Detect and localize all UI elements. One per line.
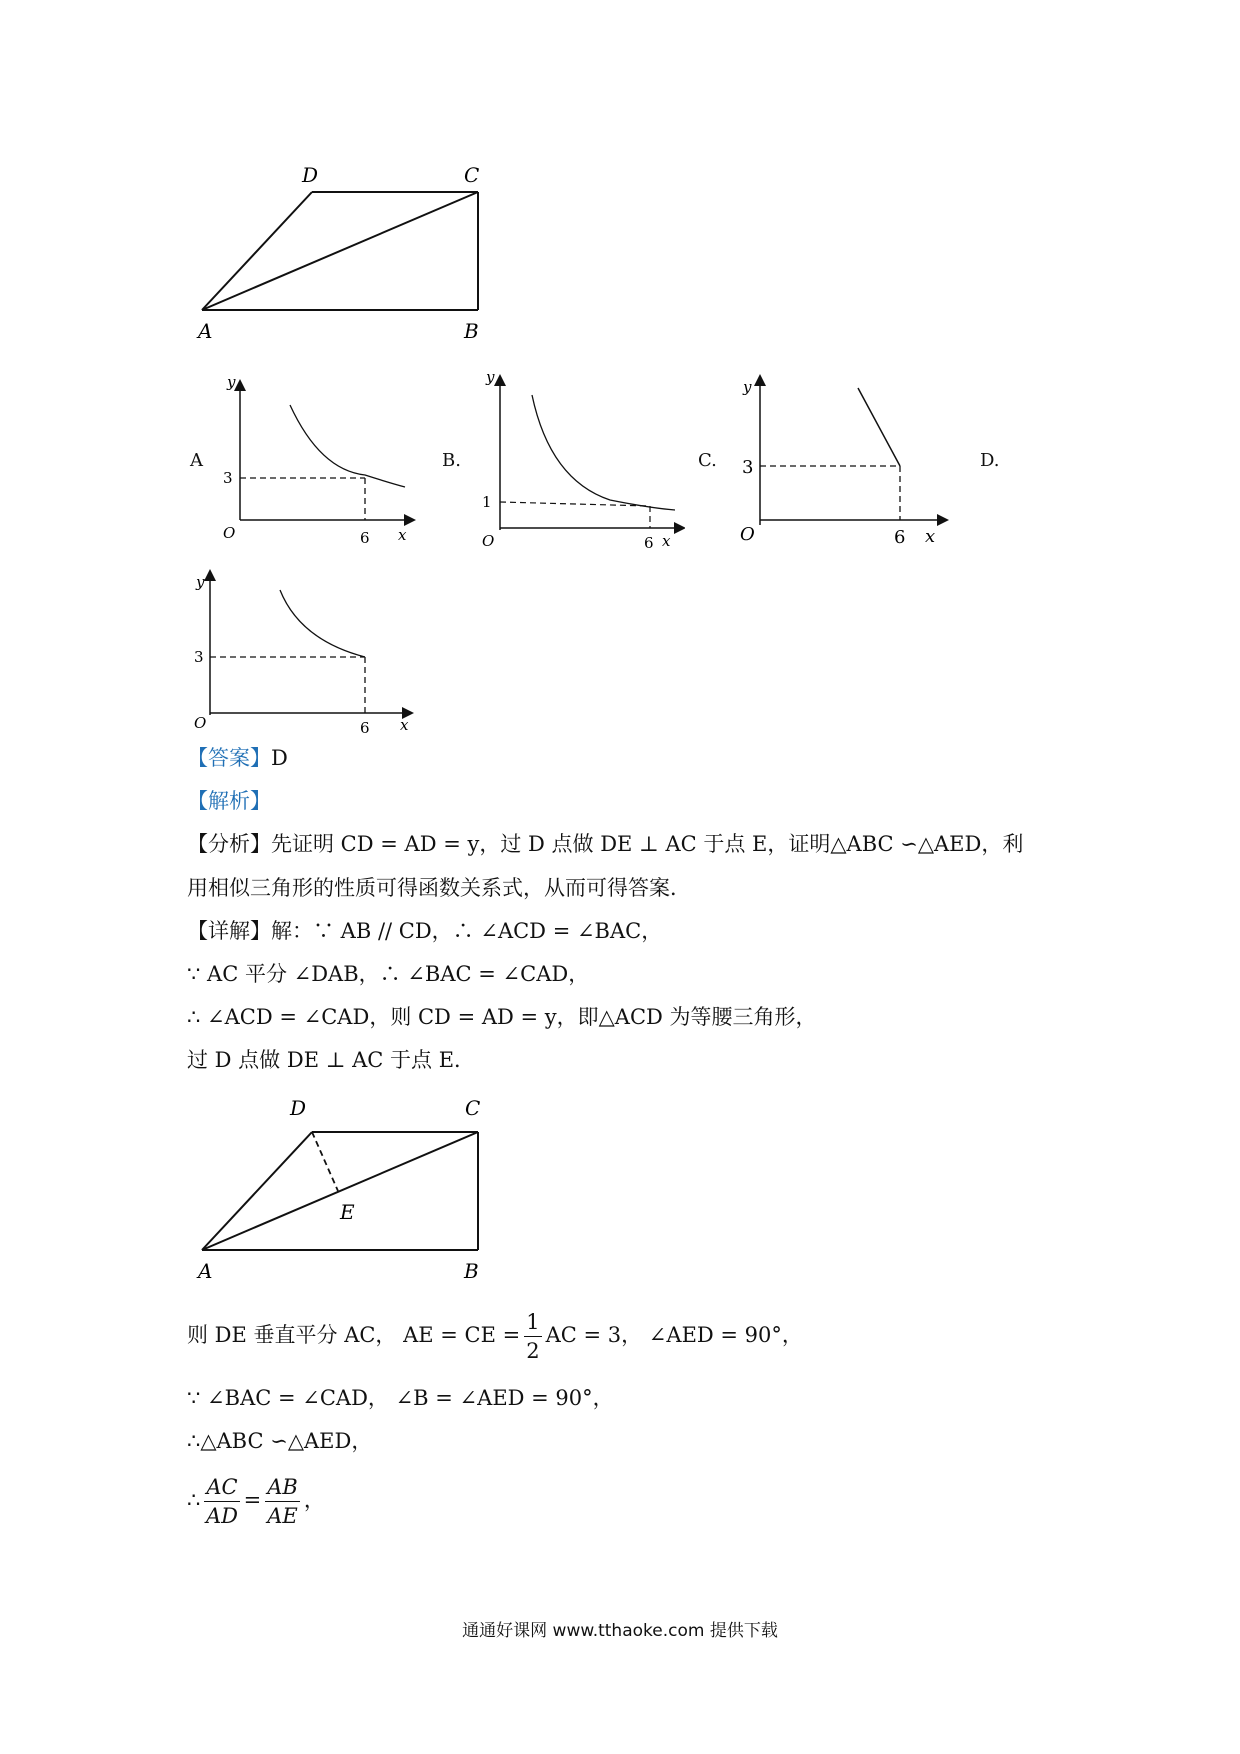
diagonal-ac — [202, 1132, 478, 1250]
option-label-a: A — [190, 450, 203, 471]
curve — [532, 395, 675, 510]
origin-label: O — [740, 524, 755, 545]
y-axis-label: y — [743, 378, 752, 396]
vertex-label-c: C — [464, 163, 480, 187]
trapezoid-figure — [190, 160, 510, 345]
origin-label: O — [482, 532, 495, 550]
solution-text-1: 先证明 CD = AD = y，过 D 点做 DE ⊥ AC 于点 E，证明△ABC ∽△AED，利 — [271, 832, 1024, 856]
fraction-denominator: AD — [205, 1504, 238, 1528]
line-segment — [858, 388, 900, 466]
vertex-label-e: E — [340, 1200, 355, 1224]
solution-line-1 — [187, 829, 1023, 859]
x-tick-label: 6 — [360, 529, 370, 547]
graph-option-c — [730, 370, 950, 550]
y-axis-label: y — [196, 573, 205, 591]
x-tick-label: 6 — [644, 534, 654, 550]
x-axis-label: x — [662, 532, 671, 550]
fraction-numerator: AC — [204, 1473, 239, 1502]
equals-sign: = — [243, 1488, 262, 1512]
vertex-label-d: D — [302, 163, 319, 187]
answer-tag: 【答案】 — [187, 746, 271, 770]
vertex-label-c: C — [465, 1096, 481, 1120]
solution-line-2: 用相似三角形的性质可得函数关系式，从而可得答案． — [187, 876, 691, 900]
trailing-comma: ， — [303, 1488, 325, 1512]
segment-da — [202, 1132, 312, 1250]
solution-text-7-pre: 则 DE 垂直平分 AC， AE = CE = — [187, 1323, 521, 1347]
origin-label: O — [223, 524, 236, 542]
fraction-numerator: 1 — [524, 1308, 541, 1337]
solution-line-7 — [187, 1305, 803, 1365]
y-tick-label: 3 — [194, 648, 204, 666]
solution-line-8: ∵ ∠BAC = ∠CAD， ∠B = ∠AED = 90°， — [187, 1386, 614, 1410]
y-tick-label: 3 — [223, 469, 233, 487]
vertex-label-a: A — [198, 1259, 213, 1283]
solution-line-10 — [187, 1470, 325, 1530]
fraction-numerator: AB — [265, 1473, 300, 1502]
solution-line-9: ∴△ABC ∽△AED， — [187, 1429, 373, 1453]
fraction-ab-ae — [265, 1473, 300, 1530]
y-axis-label: y — [486, 370, 495, 386]
solution-line-3 — [187, 916, 662, 946]
analysis-tag-fenxi: 【分析】 — [187, 832, 271, 856]
page-footer: 通通好课网 www.tthaoke.com 提供下载 — [462, 1621, 778, 1641]
fraction-denominator: AE — [267, 1504, 298, 1528]
option-label-c: C. — [698, 450, 717, 471]
y-tick-label: 1 — [482, 493, 492, 511]
curve — [290, 405, 405, 487]
graph-option-b — [470, 370, 685, 550]
trapezoid-figure-with-e — [190, 1095, 510, 1290]
diagonal-ac — [202, 192, 478, 310]
option-label-d: D. — [980, 450, 1000, 471]
fraction-one-half — [524, 1308, 541, 1365]
vertex-label-d: D — [290, 1096, 307, 1120]
solution-text-3: 解：∵ AB // CD，∴ ∠ACD = ∠BAC， — [271, 919, 663, 943]
curve — [280, 590, 365, 657]
origin-label: O — [194, 714, 207, 732]
solution-line-4: ∵ AC 平分 ∠DAB，∴ ∠BAC = ∠CAD， — [187, 962, 590, 986]
fraction-ac-ad — [204, 1473, 239, 1530]
fraction-denominator: 2 — [526, 1339, 540, 1363]
perpendicular-de — [312, 1132, 338, 1191]
detail-tag: 【详解】 — [187, 919, 271, 943]
analysis-tag: 【解析】 — [187, 789, 271, 813]
solution-line-5: ∴ ∠ACD = ∠CAD，则 CD = AD = y，即△ACD 为等腰三角形， — [187, 1005, 817, 1029]
y-tick-label: 3 — [742, 457, 754, 478]
analysis-heading — [187, 786, 271, 816]
x-axis-label: x — [925, 526, 936, 547]
vertex-label-b: B — [464, 1259, 479, 1283]
graph-option-a — [205, 375, 420, 550]
x-tick-label: 6 — [894, 527, 906, 548]
y-axis-label: y — [227, 375, 236, 391]
vertex-label-b: B — [464, 319, 479, 343]
x-tick-label: 6 — [360, 719, 370, 737]
solution-line-6: 过 D 点做 DE ⊥ AC 于点 E． — [187, 1048, 476, 1072]
option-label-b: B. — [442, 450, 461, 471]
answer-line — [187, 743, 288, 773]
graph-option-d — [190, 565, 420, 740]
vertex-label-a: A — [198, 319, 213, 343]
segment-da — [202, 192, 312, 310]
x-axis-label: x — [398, 526, 407, 544]
solution-text-7-post: AC = 3， ∠AED = 90°， — [545, 1323, 803, 1347]
answer-value: D — [271, 746, 288, 770]
x-axis-label: x — [400, 716, 409, 734]
therefore-symbol: ∴ — [187, 1488, 201, 1512]
